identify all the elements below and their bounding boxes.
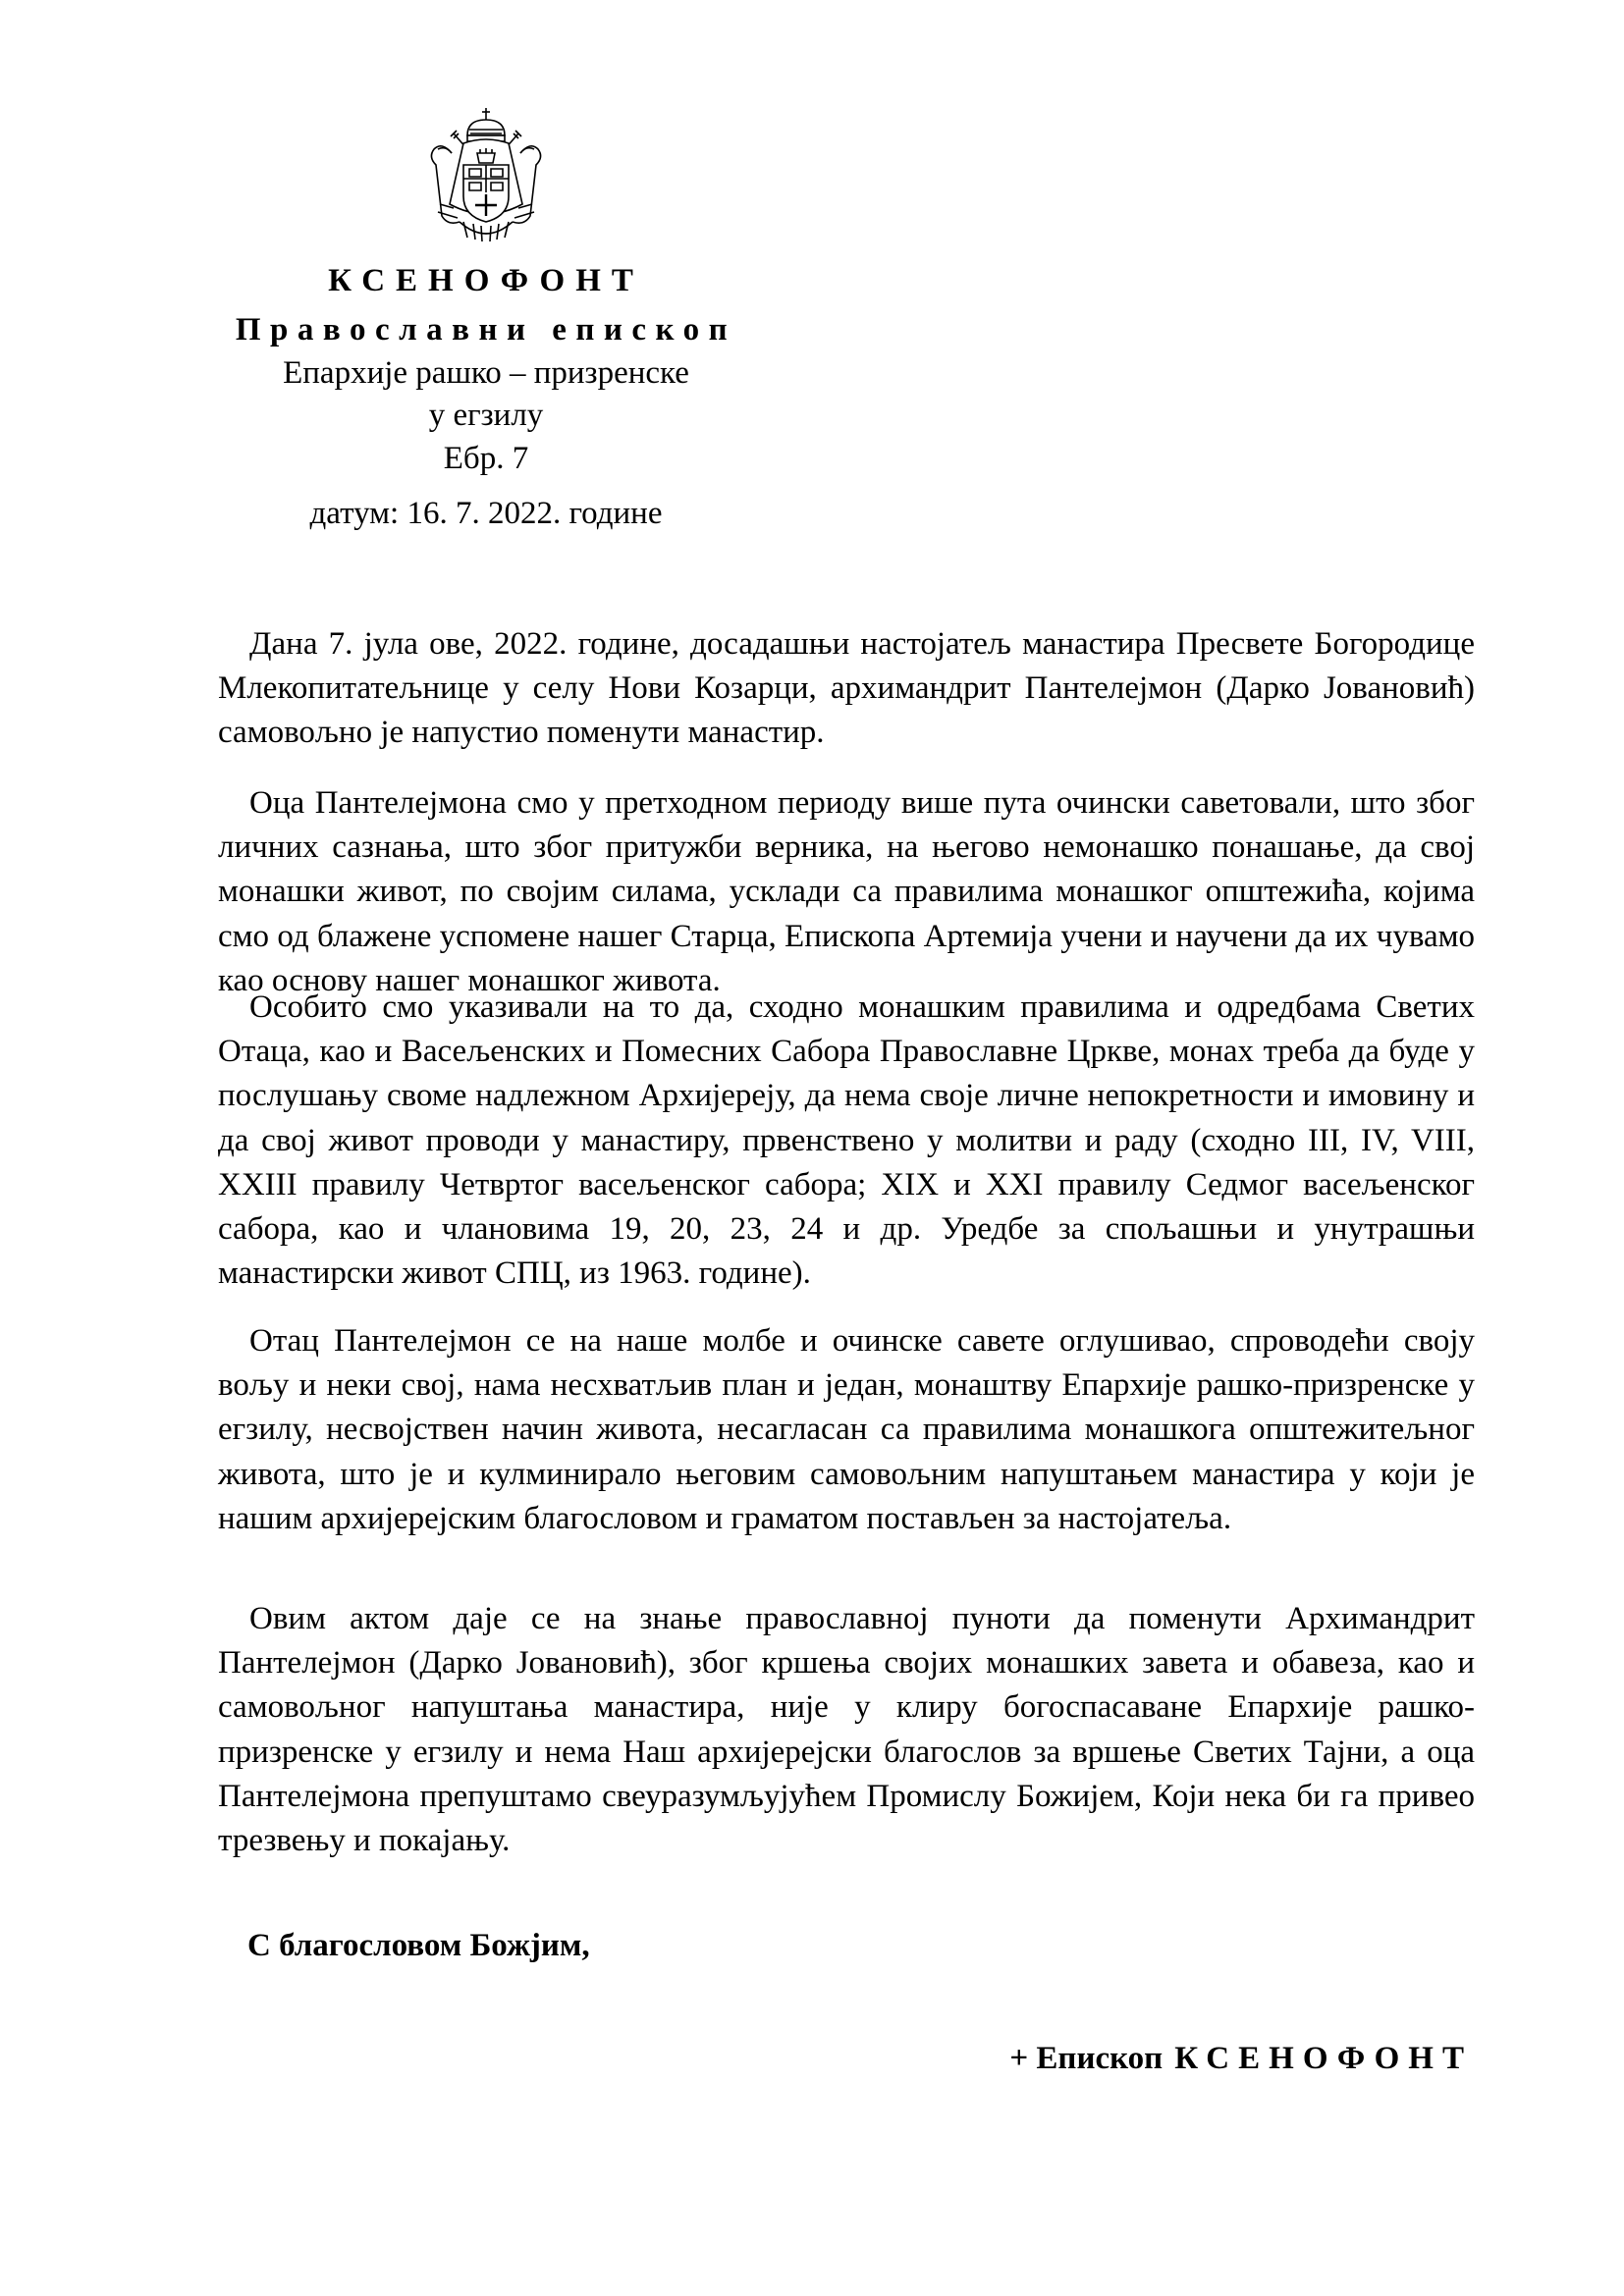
body-paragraph-5 [218,1597,1475,1863]
body-paragraph-4 [218,1319,1475,1541]
paragraph-text: Дана 7. јула ове, 2022. године, досадашњи настојатељ манастира Пресвете Богородице Млекопитатељнице у селу Нови Козарци, архимандрит Пантелејмон (Дарко Јовановић) самовољно је напустио поменути манастир. [218,626,1475,751]
signature-name: КСЕНОФОНТ [1174,2041,1473,2076]
signature-line [1009,2041,1473,2077]
bishop-name-heading: КСЕНОФОНТ [328,263,644,298]
document-number: Ебр. 7 [443,441,529,476]
signature-prefix: + Епископ [1009,2041,1164,2076]
body-paragraph-1 [218,622,1475,756]
document-date: датум: 16. 7. 2022. године [309,496,663,531]
closing-blessing: С благословом Божјим, [247,1928,590,1963]
episcopal-coat-of-arms-icon [424,106,548,243]
bishop-title-heading: Православни епископ [235,312,737,347]
paragraph-text: Овим актом даје се на знање православној пуноти да поменути Архимандрит Пантелејмон (Дарко Јовановић), због кршења својих монашких завета и обавеза, као и самовољног напуштања манастира, није у клиру богоспасаване Епархије рашко-призренске у егзилу и нема Наш архијерејски благослов за вршење Светих Тајни, а оца Пантелејмона препуштамо свеуразумљујућем Промислу Божијем, Који нека би га привео трезвењу и покајању. [218,1601,1475,1859]
body-paragraph-2 [218,781,1475,1003]
paragraph-text: Оца Пантелејмона смо у претходном периоду више пута очински саветовали, што због личних сазнања, што због притужби верника, на његово немонашко понашање, да свој монашки живот, по својим силама, усклади са правилима монашког општежића, којима смо од блажене успомене нашег Старца, Епископа Артемија учени и научени да их чувамо као основу нашег монашког живота. [218,785,1475,998]
eparchy-line: Епархије рашко – призренске [283,355,689,391]
exile-line: у егзилу [428,398,544,433]
body-paragraph-3 [218,986,1475,1296]
paragraph-text: Отац Пантелејмон се на наше молбе и очинске савете оглушивао, спроводећи своју вољу и неки свој, нама несхватљив план и један, монаштву Епархије рашко-призренске у егзилу, несвојствен начин живота, несагласан са правилима монашкога општежитељног живота, што је и кулминирало његовим самовољним напуштањем манастира у који је нашим архијерејским благословом и граматом постављен за настојатеља. [218,1323,1475,1536]
paragraph-text: Особито смо указивали на то да, сходно монашким правилима и одредбама Светих Отаца, као и Васељенских и Помесних Сабора Православне Цркве, монах треба да буде у послушању своме надлежном Архијереју, да нема своје личне непокретности и имовину и да свој живот проводи у манастиру, првенствено у молитви и раду (сходно III, IV, VIII, XXIII правилу Четвртог васељенског сабора; XIX и XXI правилу Седмог васељенског сабора, као и члановима 19, 20, 23, 24 и др. Уредбе за спољашњи и унутрашњи манастирски живот СПЦ, из 1963. године). [218,989,1475,1292]
